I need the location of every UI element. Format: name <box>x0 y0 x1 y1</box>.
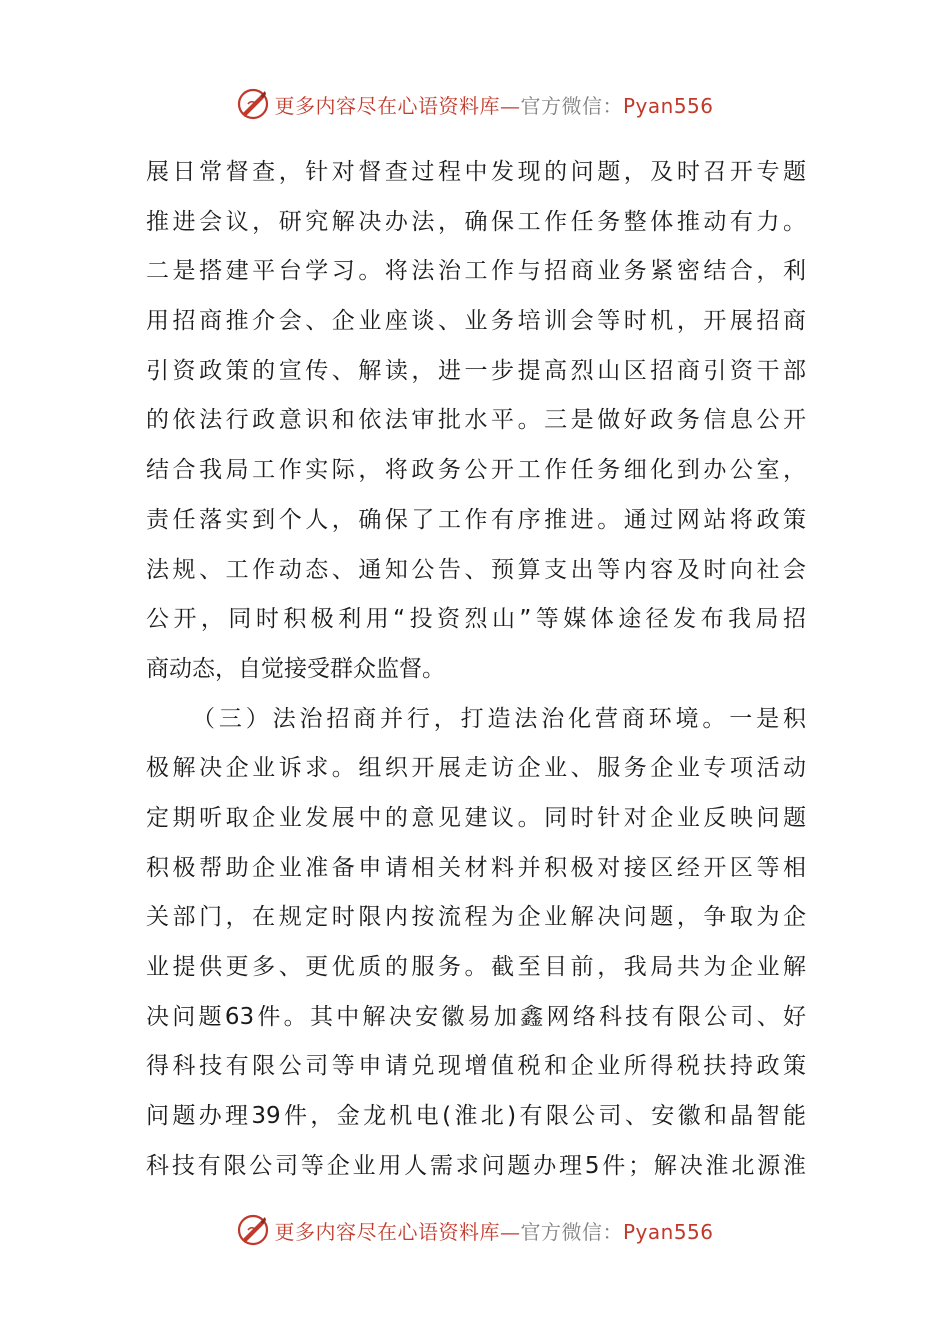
body-line: 极解决企业诉求。组织开展走访企业、服务企业专项活动 <box>146 755 806 782</box>
pen-circle-logo-icon <box>236 1213 270 1247</box>
body-line: 定期听取企业发展中的意见建议。同时针对企业反映问题 <box>146 804 806 831</box>
body-line: 决问题63件。其中解决安徽易加鑫网络科技有限公司、好 <box>146 1003 806 1030</box>
header-dash: — <box>499 93 521 118</box>
body-line: 推进会议，研究解决办法，确保工作任务整体推动有力。 <box>146 208 806 235</box>
body-line: 责任落实到个人，确保了工作有序推进。通过网站将政策 <box>146 506 806 533</box>
body-line: 科技有限公司等企业用人需求问题办理5件；解决淮北源淮 <box>146 1152 806 1179</box>
body-line: 法规、工作动态、通知公告、预算支出等内容及时向社会 <box>146 556 806 583</box>
body-line: 积极帮助企业准备申请相关材料并积极对接区经开区等相 <box>146 854 806 881</box>
footer-site-name: 更多内容尽在心语资料库 <box>274 1219 500 1244</box>
header-banner <box>0 84 950 124</box>
body-line: 的依法行政意识和依法审批水平。三是做好政务信息公开 <box>146 407 806 434</box>
footer-banner <box>0 1210 950 1250</box>
header-text <box>274 90 713 119</box>
footer-dash: — <box>499 1219 521 1244</box>
footer-wechat-id: Pyan556 <box>622 1219 714 1244</box>
body-line: 商动态，自觉接受群众监督。 <box>146 655 445 682</box>
footer-wechat-label: 官方微信： <box>520 1219 623 1244</box>
section-heading-line: （三）法治招商并行，打造法治化营商环境。一是积 <box>192 705 806 732</box>
body-line: 得科技有限公司等申请兑现增值税和企业所得税扶持政策 <box>146 1053 806 1080</box>
body-line: 用招商推介会、企业座谈、业务培训会等时机，开展招商 <box>146 308 806 335</box>
body-line: 业提供更多、更优质的服务。截至目前，我局共为企业解 <box>146 954 806 980</box>
header-site-name: 更多内容尽在心语资料库 <box>274 93 500 118</box>
body-text <box>146 148 806 1191</box>
pen-circle-logo-icon <box>236 87 270 121</box>
body-line: 二是搭建平台学习。将法治工作与招商业务紧密结合，利 <box>146 258 806 285</box>
footer-text <box>274 1216 713 1245</box>
body-line: 引资政策的宣传、解读，进一步提高烈山区招商引资干部 <box>146 357 806 384</box>
body-line: 公开，同时积极利用“投资烈山”等媒体途径发布我局招 <box>146 606 806 633</box>
body-line: 展日常督查，针对督查过程中发现的问题，及时召开专题 <box>146 159 806 185</box>
body-line: 问题办理39件，金龙机电(淮北)有限公司、安徽和晶智能 <box>146 1103 806 1130</box>
body-line: 关部门，在规定时限内按流程为企业解决问题，争取为企 <box>146 904 806 931</box>
body-line: 结合我局工作实际，将政务公开工作任务细化到办公室， <box>146 457 806 484</box>
header-wechat-id: Pyan556 <box>622 93 714 118</box>
header-wechat-label: 官方微信： <box>520 93 623 118</box>
